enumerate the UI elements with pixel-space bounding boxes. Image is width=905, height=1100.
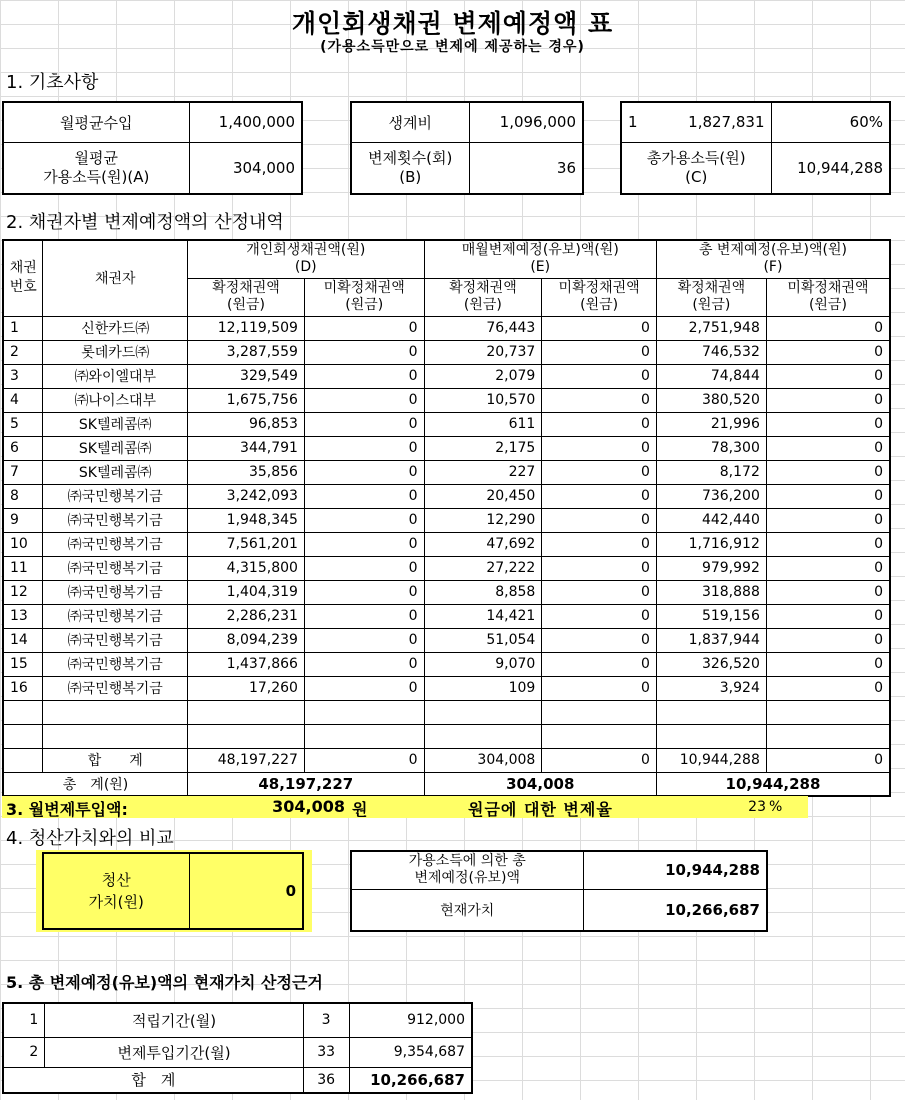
cell-e2: 0 (542, 364, 657, 388)
col-d-header: 개인회생채권액(원) (D) (188, 240, 424, 278)
cell-e1: 14,421 (424, 604, 542, 628)
repay-count-value: 36 (469, 142, 583, 194)
table-row (3, 604, 890, 628)
pv-total-amount: 10,266,687 (349, 1067, 472, 1093)
col-e-header: 매월변제예정(유보)액(원) (E) (424, 240, 656, 278)
cell-f1: 78,300 (656, 436, 766, 460)
cell-no: 15 (3, 652, 43, 676)
cell-e1: 27,222 (424, 556, 542, 580)
section1-heading: 1. 기초사항 (6, 72, 99, 93)
cell-creditor: ㈜국민행복기금 (43, 580, 188, 604)
cell-d2: 0 (304, 604, 424, 628)
cell-creditor: ㈜국민행복기금 (43, 508, 188, 532)
present-value-table (2, 1002, 473, 1094)
pv-total-row (3, 1067, 472, 1093)
cell-f2: 0 (766, 580, 890, 604)
cell-no: 8 (3, 484, 43, 508)
cell-d1: 1,948,345 (188, 508, 305, 532)
total-avail-value: 10,944,288 (771, 142, 890, 194)
living-cost-label: 생계비 (351, 102, 469, 142)
cell-creditor: SK텔레콤㈜ (43, 460, 188, 484)
comparison-table (350, 850, 768, 932)
cell-d2: 0 (304, 652, 424, 676)
cell-d1: 7,561,201 (188, 532, 305, 556)
cell-no: 2 (3, 340, 43, 364)
subtotal-f2: 0 (766, 748, 890, 772)
cell-d2: 0 (304, 460, 424, 484)
total-label: 총 계(원) (3, 772, 188, 796)
cell-creditor: ㈜국민행복기금 (43, 652, 188, 676)
pv-row-label: 변제투입기간(월) (45, 1037, 303, 1067)
cell-f1: 746,532 (656, 340, 766, 364)
monthly-income-label: 월평균수입 (3, 102, 189, 142)
cell-e1: 9,070 (424, 652, 542, 676)
subtotal-e1: 304,008 (424, 748, 542, 772)
cell-f1: 74,844 (656, 364, 766, 388)
cell-e1: 20,737 (424, 340, 542, 364)
avail-income-label: 월평균 가용소득(원)(A) (3, 142, 189, 194)
pv-row-months: 3 (303, 1003, 349, 1037)
cell-f1: 2,751,948 (656, 316, 766, 340)
pv-row-no: 2 (3, 1037, 45, 1067)
cell-e1: 2,175 (424, 436, 542, 460)
living-cost-table (350, 101, 584, 195)
cell-e1: 10,570 (424, 388, 542, 412)
cell-d1: 1,437,866 (188, 652, 305, 676)
total-avail-label: 총가용소득(원) (C) (621, 142, 771, 194)
cell-creditor: SK텔레콤㈜ (43, 436, 188, 460)
cell-d2: 0 (304, 676, 424, 700)
cell-no: 12 (3, 580, 43, 604)
ratio-percent: 60% (771, 102, 890, 142)
pv-row-amount: 9,354,687 (349, 1037, 472, 1067)
cell-f2: 0 (766, 532, 890, 556)
cell-no: 5 (3, 412, 43, 436)
cell-e2: 0 (542, 532, 657, 556)
table-row (3, 436, 890, 460)
total-e: 304,008 (424, 772, 656, 796)
cell-e1: 2,079 (424, 364, 542, 388)
cell-d2: 0 (304, 508, 424, 532)
cell-d2: 0 (304, 580, 424, 604)
total-avail-table (620, 101, 891, 195)
table-row (3, 628, 890, 652)
cell-no: 11 (3, 556, 43, 580)
cell-f1: 326,520 (656, 652, 766, 676)
cell-f1: 21,996 (656, 412, 766, 436)
cell-d2: 0 (304, 556, 424, 580)
cell-e1: 611 (424, 412, 542, 436)
cell-creditor: 신한카드㈜ (43, 316, 188, 340)
repay-rate-label: 원금에 대한 변제율 (468, 800, 613, 819)
cell-no: 16 (3, 676, 43, 700)
cell-d1: 3,242,093 (188, 484, 305, 508)
cell-e1: 47,692 (424, 532, 542, 556)
cell-no: 14 (3, 628, 43, 652)
cell-d2: 0 (304, 628, 424, 652)
cell-d2: 0 (304, 412, 424, 436)
subtotal-d2: 0 (304, 748, 424, 772)
table-row (3, 580, 890, 604)
cell-no: 6 (3, 436, 43, 460)
cell-e1: 51,054 (424, 628, 542, 652)
d-confirmed-header: 확정채권액 (원금) (188, 278, 305, 316)
f-confirmed-header: 확정채권액 (원금) (656, 278, 766, 316)
cell-f2: 0 (766, 316, 890, 340)
cell-creditor: 롯데카드㈜ (43, 340, 188, 364)
cell-e2: 0 (542, 340, 657, 364)
cell-f2: 0 (766, 460, 890, 484)
ratio-cell (621, 102, 771, 142)
comparison-value-2: 10,266,687 (583, 889, 767, 931)
cell-no: 10 (3, 532, 43, 556)
section2-heading: 2. 채권자별 변제예정액의 산정내역 (6, 212, 284, 233)
col-f-header: 총 변제예정(유보)액(원) (F) (656, 240, 890, 278)
cell-creditor: ㈜국민행복기금 (43, 556, 188, 580)
cell-d2: 0 (304, 484, 424, 508)
cell-f2: 0 (766, 628, 890, 652)
comparison-label-2: 현재가치 (351, 889, 583, 931)
creditor-table (2, 239, 891, 797)
repay-rate-value: 23 (748, 799, 766, 815)
cell-d2: 0 (304, 340, 424, 364)
total-row (3, 772, 890, 796)
cell-e2: 0 (542, 412, 657, 436)
cell-e1: 12,290 (424, 508, 542, 532)
cell-creditor: ㈜국민행복기금 (43, 532, 188, 556)
cell-no: 4 (3, 388, 43, 412)
pv-total-months: 36 (303, 1067, 349, 1093)
repay-count-label: 변제횟수(회) (B) (351, 142, 469, 194)
cell-e2: 0 (542, 580, 657, 604)
repay-rate-unit: % (769, 799, 783, 815)
cell-e1: 227 (424, 460, 542, 484)
monthly-repay-amount: 304,008 (272, 797, 345, 816)
cell-f2: 0 (766, 508, 890, 532)
cell-d2: 0 (304, 364, 424, 388)
liquidation-label: 청산 가치(원) (43, 853, 189, 929)
cell-no: 9 (3, 508, 43, 532)
cell-e1: 109 (424, 676, 542, 700)
cell-creditor: ㈜국민행복기금 (43, 484, 188, 508)
cell-d1: 329,549 (188, 364, 305, 388)
pv-row-label: 적립기간(월) (45, 1003, 303, 1037)
table-row (3, 532, 890, 556)
col-no-header: 채권 번호 (3, 240, 43, 316)
cell-creditor: ㈜국민행복기금 (43, 604, 188, 628)
cell-creditor: SK텔레콤㈜ (43, 412, 188, 436)
liquidation-value: 0 (189, 853, 303, 929)
cell-f2: 0 (766, 364, 890, 388)
ratio-index: 1 (628, 113, 638, 132)
cell-d1: 4,315,800 (188, 556, 305, 580)
cell-e2: 0 (542, 316, 657, 340)
cell-f2: 0 (766, 436, 890, 460)
cell-f2: 0 (766, 388, 890, 412)
cell-f1: 3,924 (656, 676, 766, 700)
cell-f1: 442,440 (656, 508, 766, 532)
pv-total-label: 합 계 (3, 1067, 303, 1093)
cell-e2: 0 (542, 508, 657, 532)
liquidation-table (42, 852, 304, 930)
table-row (3, 460, 890, 484)
cell-creditor: ㈜국민행복기금 (43, 676, 188, 700)
cell-d1: 3,287,559 (188, 340, 305, 364)
cell-d1: 8,094,239 (188, 628, 305, 652)
table-row (3, 412, 890, 436)
cell-f2: 0 (766, 412, 890, 436)
cell-d2: 0 (304, 436, 424, 460)
cell-d2: 0 (304, 388, 424, 412)
cell-f1: 1,716,912 (656, 532, 766, 556)
cell-d2: 0 (304, 316, 424, 340)
table-row (3, 556, 890, 580)
cell-f1: 519,156 (656, 604, 766, 628)
cell-d1: 2,286,231 (188, 604, 305, 628)
pv-row (3, 1037, 472, 1067)
subtotal-f1: 10,944,288 (656, 748, 766, 772)
cell-f2: 0 (766, 484, 890, 508)
cell-d1: 17,260 (188, 676, 305, 700)
cell-f2: 0 (766, 676, 890, 700)
page-title: 개인회생채권 변제예정액 표 (291, 9, 614, 38)
cell-e2: 0 (542, 484, 657, 508)
cell-e2: 0 (542, 652, 657, 676)
cell-e2: 0 (542, 556, 657, 580)
cell-e2: 0 (542, 604, 657, 628)
cell-creditor: ㈜와이엘대부 (43, 364, 188, 388)
cell-f2: 0 (766, 340, 890, 364)
cell-e2: 0 (542, 388, 657, 412)
cell-e1: 76,443 (424, 316, 542, 340)
cell-d2: 0 (304, 532, 424, 556)
cell-no: 13 (3, 604, 43, 628)
monthly-income-value: 1,400,000 (189, 102, 302, 142)
total-d: 48,197,227 (188, 772, 424, 796)
living-cost-value: 1,096,000 (469, 102, 583, 142)
cell-no: 3 (3, 364, 43, 388)
cell-f1: 1,837,944 (656, 628, 766, 652)
section5-heading: 5. 총 변제예정(유보)액의 현재가치 산정근거 (6, 973, 323, 992)
cell-f1: 318,888 (656, 580, 766, 604)
income-table (2, 101, 303, 195)
cell-d1: 12,119,509 (188, 316, 305, 340)
pv-row-months: 33 (303, 1037, 349, 1067)
cell-d1: 1,404,319 (188, 580, 305, 604)
table-row (3, 340, 890, 364)
cell-d1: 1,675,756 (188, 388, 305, 412)
monthly-repay-unit: 원 (352, 800, 368, 819)
cell-e2: 0 (542, 676, 657, 700)
table-row (3, 388, 890, 412)
avail-income-value: 304,000 (189, 142, 302, 194)
cell-f1: 979,992 (656, 556, 766, 580)
empty-row (3, 700, 890, 724)
cell-no: 1 (3, 316, 43, 340)
e-confirmed-header: 확정채권액 (원금) (424, 278, 542, 316)
subtotal-row (3, 748, 890, 772)
subtotal-label: 합 계 (43, 748, 188, 772)
cell-f1: 8,172 (656, 460, 766, 484)
cell-f1: 736,200 (656, 484, 766, 508)
col-creditor-header: 채권자 (43, 240, 188, 316)
cell-d1: 35,856 (188, 460, 305, 484)
section3-heading: 3. 월변제투입액: (6, 800, 128, 819)
cell-f2: 0 (766, 604, 890, 628)
cell-e1: 20,450 (424, 484, 542, 508)
cell-e2: 0 (542, 460, 657, 484)
ratio-amount: 1,827,831 (688, 113, 765, 132)
empty-row (3, 724, 890, 748)
comparison-label-1: 가용소득에 의한 총 변제예정(유보)액 (351, 851, 583, 889)
d-unconfirmed-header: 미확정채권액 (원금) (304, 278, 424, 316)
cell-d1: 96,853 (188, 412, 305, 436)
pv-row-amount: 912,000 (349, 1003, 472, 1037)
cell-f2: 0 (766, 556, 890, 580)
section4-heading: 4. 청산가치와의 비교 (6, 828, 174, 849)
cell-f1: 380,520 (656, 388, 766, 412)
cell-d1: 344,791 (188, 436, 305, 460)
table-row (3, 508, 890, 532)
pv-row-no: 1 (3, 1003, 45, 1037)
table-row (3, 676, 890, 700)
cell-creditor: ㈜나이스대부 (43, 388, 188, 412)
cell-f2: 0 (766, 652, 890, 676)
cell-no: 7 (3, 460, 43, 484)
total-f: 10,944,288 (656, 772, 890, 796)
table-row (3, 652, 890, 676)
cell-e1: 8,858 (424, 580, 542, 604)
subtotal-e2: 0 (542, 748, 657, 772)
cell-e2: 0 (542, 628, 657, 652)
subtotal-d1: 48,197,227 (188, 748, 305, 772)
table-row (3, 364, 890, 388)
f-unconfirmed-header: 미확정채권액 (원금) (766, 278, 890, 316)
cell-creditor: ㈜국민행복기금 (43, 628, 188, 652)
table-row (3, 316, 890, 340)
comparison-value-1: 10,944,288 (583, 851, 767, 889)
cell-e2: 0 (542, 436, 657, 460)
pv-row (3, 1003, 472, 1037)
e-unconfirmed-header: 미확정채권액 (원금) (542, 278, 657, 316)
table-row (3, 484, 890, 508)
page-subtitle: (가용소득만으로 변제에 제공하는 경우) (320, 39, 585, 55)
